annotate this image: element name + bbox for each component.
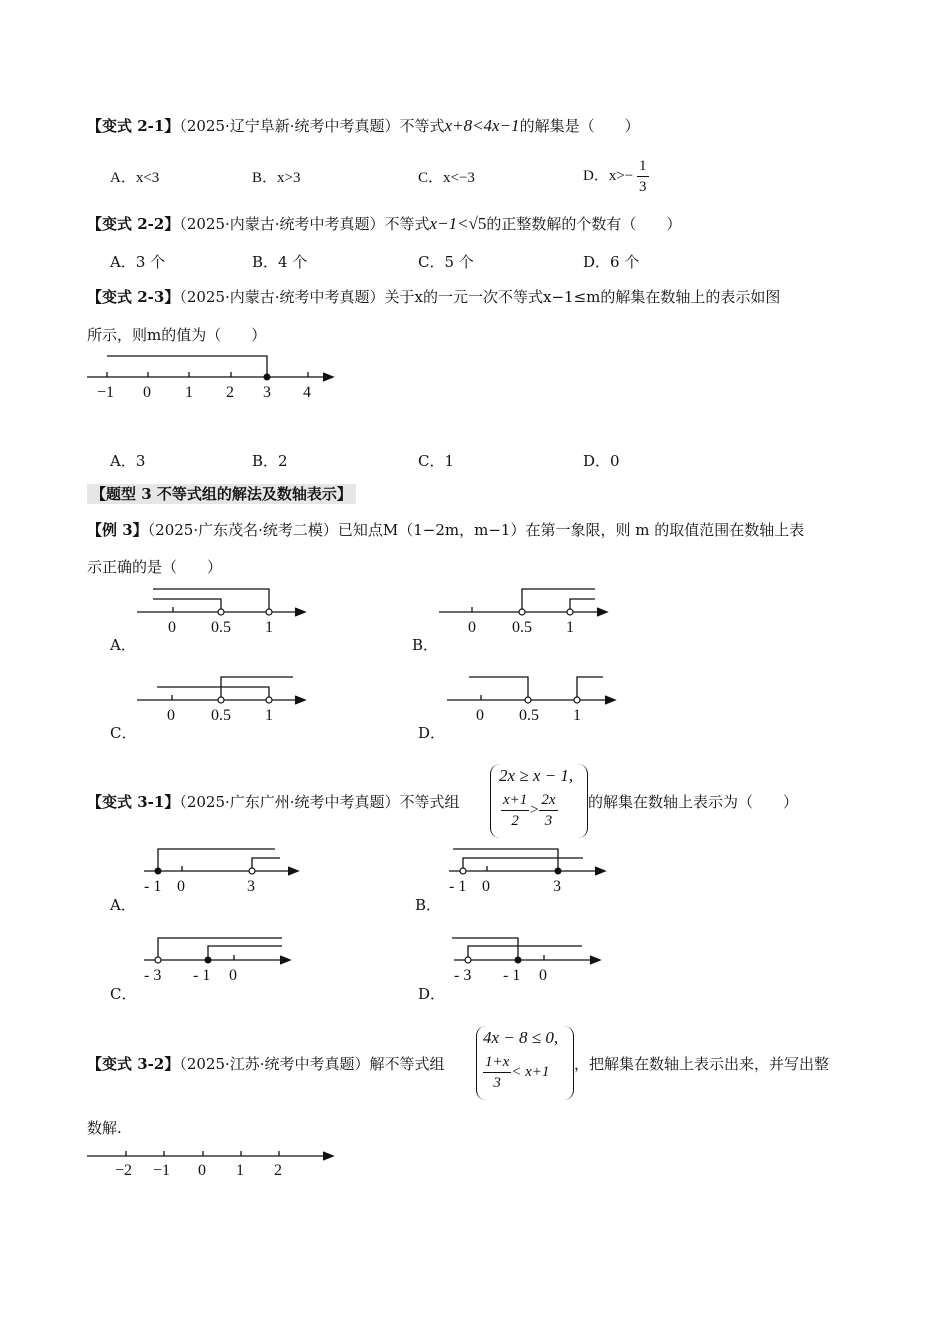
arrow-head-icon — [280, 956, 290, 964]
choice-label-a[interactable]: A． — [110, 636, 136, 654]
number-line-ex3-b[interactable] — [437, 583, 617, 638]
number-line-v31-c[interactable] — [140, 932, 300, 984]
question-tail: 的正整数解的个数有（ ） — [486, 215, 682, 233]
open-point — [574, 697, 580, 703]
arrow-head-icon — [323, 373, 333, 381]
question-tag: 【变式 2-3】 — [87, 288, 180, 306]
arrow-head-icon — [323, 1152, 333, 1160]
option-c[interactable]: C．1 — [418, 452, 455, 470]
tick-label: 0.5 — [519, 707, 539, 724]
question-tag: 【变式 3-2】 — [87, 1055, 180, 1073]
tick-label: 0.5 — [211, 619, 231, 636]
question-v32 — [87, 1054, 445, 1074]
option-d[interactable] — [583, 156, 649, 197]
open-point — [525, 697, 531, 703]
number-line-ex3-a[interactable] — [135, 583, 315, 638]
option-c[interactable]: C．5 个 — [418, 253, 474, 271]
option-c[interactable]: C．x<−3 — [418, 170, 475, 186]
inequality-2 — [483, 1052, 549, 1093]
choice-label-b[interactable]: B． — [412, 636, 439, 654]
denominator: 2 — [511, 813, 519, 829]
choice-label-c[interactable]: C． — [110, 985, 137, 1003]
tick-label: −1 — [97, 384, 115, 401]
tick-label: 0 — [168, 619, 176, 636]
number-line-v31-d[interactable] — [450, 932, 610, 984]
tick-label: 1 — [185, 384, 193, 401]
open-point — [266, 609, 272, 615]
tick-label: - 1 — [449, 878, 467, 895]
option-a[interactable]: A．x<3 — [110, 170, 160, 186]
solid-point — [205, 957, 211, 963]
option-b[interactable]: B．4 个 — [252, 253, 308, 271]
open-point — [218, 697, 224, 703]
numerator: x+1 — [501, 790, 529, 811]
operator: > — [529, 801, 540, 818]
open-point — [155, 957, 161, 963]
question-tag: 【变式 3-1】 — [87, 793, 180, 811]
inequality-system — [490, 764, 588, 838]
arrow-head-icon — [597, 608, 607, 616]
numerator: 1+x — [483, 1052, 511, 1073]
tick-label: - 1 — [193, 967, 211, 984]
open-point — [460, 868, 466, 874]
question-text: （2025·广东茂名·统考二模）已知点M（1−2m，m−1）在第一象限，则 m 的取值范围在数轴上表 — [147, 521, 805, 539]
tick-label: 3 — [263, 384, 271, 401]
denominator: 3 — [639, 179, 647, 195]
arrow-head-icon — [295, 608, 305, 616]
math-expression: x−1< — [429, 214, 469, 233]
tick-label: 0 — [198, 1162, 206, 1179]
number-line-v23 — [85, 350, 345, 402]
tick-label: 1 — [566, 619, 574, 636]
tick-label: 1 — [573, 707, 581, 724]
arrow-head-icon — [288, 867, 298, 875]
section-header: 【题型 3 不等式组的解法及数轴表示】 — [87, 484, 356, 504]
question-tail: 的解集在数轴上表示为（ ） — [588, 793, 799, 811]
open-point — [567, 609, 573, 615]
tick-label: 1 — [265, 619, 273, 636]
tick-label: 1 — [236, 1162, 244, 1179]
choice-label-d[interactable]: D． — [418, 724, 446, 742]
arrow-head-icon — [595, 867, 605, 875]
tick-label: 2 — [274, 1162, 282, 1179]
inequality-system — [476, 1026, 574, 1100]
tick-label: 1 — [265, 707, 273, 724]
open-point — [218, 609, 224, 615]
arrow-head-icon — [295, 696, 305, 704]
root-expression: √5 — [468, 214, 487, 233]
choice-label-d[interactable]: D． — [418, 985, 446, 1003]
question-text: （2025·内蒙古·统考中考真题）关于x的一元一次不等式x−1≤m的解集在数轴上的表示如图 — [179, 288, 781, 306]
question-tag: 【例 3】 — [87, 521, 148, 539]
number-line-v31-b[interactable] — [445, 843, 615, 895]
option-b[interactable]: B．2 — [252, 452, 288, 470]
right-side: < x+1 — [511, 1063, 550, 1080]
tick-label: 0.5 — [512, 619, 532, 636]
question-tail: ，把解集在数轴上表示出来，并写出整 — [574, 1055, 830, 1073]
option-a[interactable]: A．3 个 — [110, 253, 166, 271]
choice-label-a[interactable]: A． — [110, 896, 136, 914]
solid-point — [515, 957, 521, 963]
question-source: （2025·广东广州·统考中考真题）不等式组 — [179, 793, 460, 811]
solid-point — [264, 374, 270, 380]
question-v22 — [87, 214, 681, 234]
tick-label: −1 — [153, 1162, 171, 1179]
tick-label: 0 — [229, 967, 237, 984]
denominator: 3 — [544, 813, 553, 829]
fraction — [637, 156, 649, 197]
number-line-v31-a[interactable] — [140, 843, 310, 895]
arrow-head-icon — [590, 956, 600, 964]
number-line-ex3-c[interactable] — [135, 671, 315, 726]
question-source: （2025·辽宁阜新·统考中考真题）不等式 — [179, 117, 445, 135]
question-tag: 【变式 2-2】 — [87, 215, 180, 233]
number-line-ex3-d[interactable] — [445, 671, 625, 726]
tick-label: −2 — [115, 1162, 133, 1179]
tick-label: 0 — [476, 707, 484, 724]
tick-label: 0 — [468, 619, 476, 636]
open-point — [249, 868, 255, 874]
option-d[interactable]: D．6 个 — [583, 253, 640, 271]
inequality-2 — [501, 790, 558, 831]
tick-label: 2 — [226, 384, 234, 401]
question-v21 — [87, 116, 640, 136]
solid-point — [555, 868, 561, 874]
question-ex3 — [87, 520, 804, 540]
inequality-1: 2x ≥ x − 1, — [499, 766, 574, 785]
question-v23 — [87, 287, 780, 307]
tick-label: - 1 — [503, 967, 521, 984]
open-point — [465, 957, 471, 963]
tick-label: 3 — [553, 878, 561, 895]
choice-label-c[interactable]: C． — [110, 724, 137, 742]
choice-label-b[interactable]: B． — [415, 896, 442, 914]
tick-label: 0 — [177, 878, 185, 895]
question-text-line2: 示正确的是（ ） — [87, 558, 223, 576]
number-line-v32[interactable] — [85, 1142, 345, 1182]
question-source: （2025·内蒙古·统考中考真题）不等式 — [179, 215, 430, 233]
open-point — [266, 697, 272, 703]
arrow-head-icon — [605, 696, 615, 704]
option-a[interactable]: A．3 — [110, 452, 146, 470]
tick-label: 0.5 — [211, 707, 231, 724]
tick-label: - 1 — [144, 878, 162, 895]
question-v31 — [87, 792, 460, 812]
tick-label: - 3 — [454, 967, 472, 984]
question-tail: 的解集是（ ） — [519, 117, 640, 135]
numerator: 1 — [637, 156, 649, 177]
math-expression: x+8<4x−1 — [444, 116, 520, 135]
question-tag: 【变式 2-1】 — [87, 117, 180, 135]
tick-label: 0 — [167, 707, 175, 724]
question-source: （2025·江苏·统考中考真题）解不等式组 — [179, 1055, 445, 1073]
tick-label: 0 — [482, 878, 490, 895]
option-d[interactable]: D．0 — [583, 452, 620, 470]
question-text-line2: 所示，则m的值为（ ） — [87, 326, 267, 344]
question-text-line2: 数解. — [87, 1119, 122, 1137]
tick-label: 0 — [143, 384, 151, 401]
option-b[interactable]: B．x>3 — [252, 170, 301, 186]
numerator: 2x — [539, 790, 557, 811]
tick-label: - 3 — [144, 967, 162, 984]
tick-label: 3 — [247, 878, 255, 895]
tick-label: 0 — [539, 967, 547, 984]
inequality-1: 4x − 8 ≤ 0, — [483, 1028, 559, 1047]
solid-point — [155, 868, 161, 874]
option-d-text: D．x>− — [583, 167, 634, 184]
denominator: 3 — [493, 1075, 501, 1091]
open-point — [519, 609, 525, 615]
tick-label: 4 — [303, 384, 311, 401]
